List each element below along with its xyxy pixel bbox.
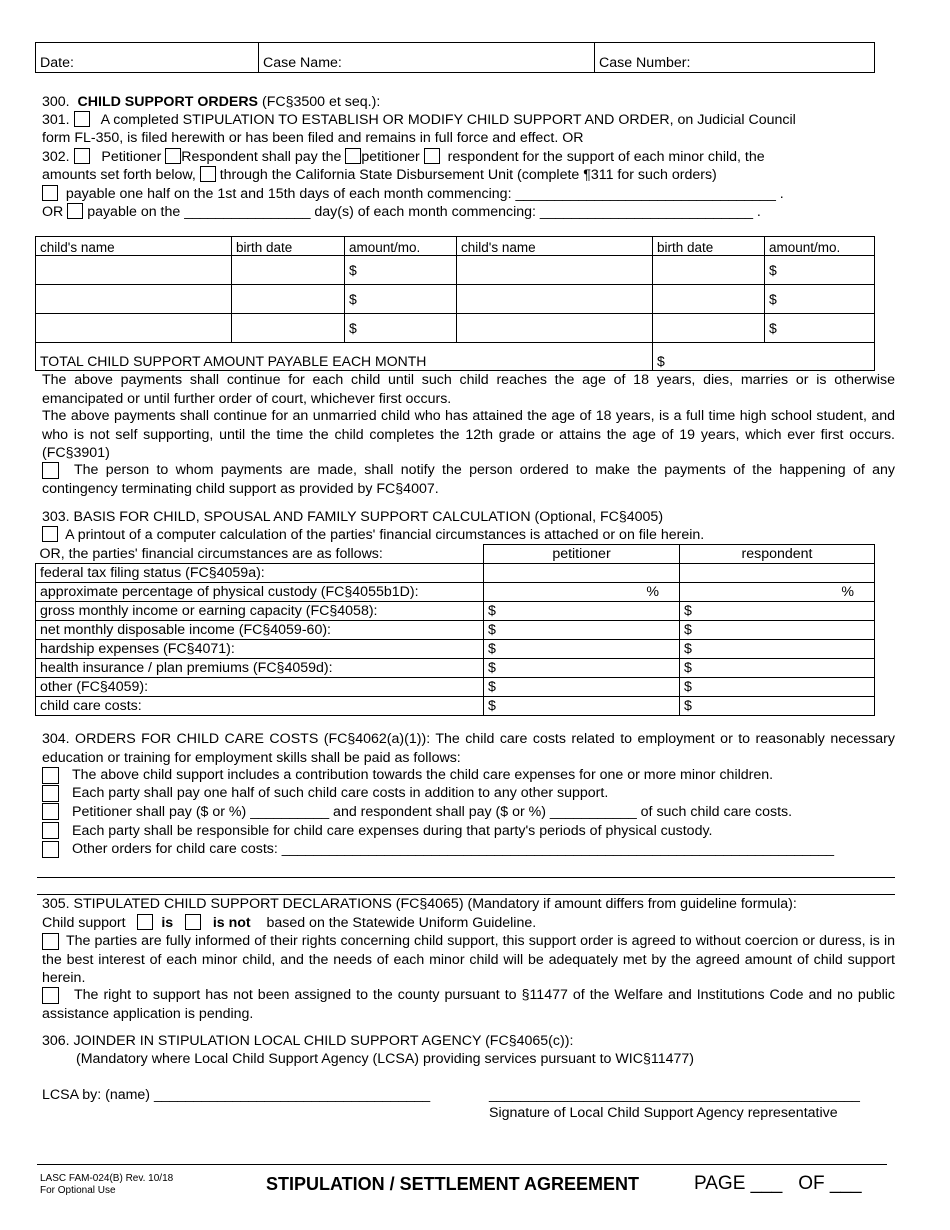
section-305-heading: 305. STIPULATED CHILD SUPPORT DECLARATIONS (FC§4065) (Mandatory if amount differs from guideline formula):	[42, 896, 797, 912]
row-label: federal tax filing status (FC§4059a):	[36, 564, 484, 583]
respondent-value-input[interactable]: $	[680, 697, 875, 716]
checkbox-302-respondent-payee[interactable]	[424, 148, 440, 164]
section-303-heading: 303. BASIS FOR CHILD, SPOUSAL AND FAMILY SUPPORT CALCULATION (Optional, FC§4005)	[42, 509, 664, 525]
table-row	[36, 621, 875, 640]
row-label: child care costs:	[36, 697, 484, 716]
col-petitioner: petitioner	[484, 545, 680, 564]
section-306-subheading: (Mandatory where Local Child Support Agency (LCSA) providing services pursuant to WIC§11477)	[76, 1051, 694, 1067]
amount-input[interactable]: $	[765, 256, 875, 285]
item-302-line4: OR payable on the ________________ day(s) of each month commencing: ___________________________ .	[42, 204, 761, 220]
table-row	[36, 602, 875, 621]
petitioner-value-input[interactable]: $	[484, 659, 680, 678]
child-name-input[interactable]	[36, 285, 232, 314]
section-303-printout: A printout of a computer calculation of the parties' financial circumstances is attached or on file herein.	[42, 526, 895, 545]
checkbox-304-included[interactable]	[42, 767, 59, 784]
financial-or-label: OR, the parties' financial circumstances are as follows:	[36, 545, 484, 564]
continuation-paragraph-3: The person to whom payments are made, shall notify the person ordered to make the payments of the happening of any contingency terminating child support as provided by FC§4007.	[42, 462, 895, 497]
table-row	[36, 697, 875, 716]
optional-use-note: For Optional Use	[40, 1185, 116, 1196]
amount-input[interactable]: $	[765, 285, 875, 314]
item-302-line1: 302. Petitioner Respondent shall pay the petitioner respondent for the support of each minor child, the	[42, 149, 765, 165]
checkbox-304-other[interactable]	[42, 841, 59, 858]
child-name-input[interactable]	[36, 256, 232, 285]
total-label: TOTAL CHILD SUPPORT AMOUNT PAYABLE EACH MONTH	[36, 343, 653, 371]
section-305-paragraph-2: The right to support has not been assigned to the county pursuant to §11477 of the Welfare and Institutions Code and no public assistance application is pending.	[42, 987, 895, 1022]
section-306-heading: 306. JOINDER IN STIPULATION LOCAL CHILD SUPPORT AGENCY (FC§4065(c)):	[42, 1033, 574, 1049]
respondent-value-input[interactable]: $	[680, 602, 875, 621]
item-304-4: Each party shall be responsible for child care expenses during that party's periods of physical custody.	[72, 823, 713, 839]
checkbox-304-half[interactable]	[42, 785, 59, 802]
child-name-input[interactable]	[457, 285, 653, 314]
page-of-field: PAGE ___ OF ___	[694, 1173, 862, 1194]
checkbox-305-is[interactable]	[137, 914, 153, 930]
lcsa-signature-caption: Signature of Local Child Support Agency representative	[489, 1105, 838, 1121]
petitioner-value-input[interactable]: %	[484, 583, 680, 602]
item-304-2: Each party shall pay one half of such child care costs in addition to any other support.	[72, 785, 609, 801]
item-304-5: Other orders for child care costs: ______________________________________________________________________	[72, 841, 835, 857]
table-row	[36, 314, 875, 343]
section-305-paragraph-1: The parties are fully informed of their rights concerning child support, this support order is agreed to without coercion or duress, is in the best interest of each minor child, and the needs of each minor child will be adequately met by the agreed amount of child support herein.	[42, 933, 895, 986]
row-label: approximate percentage of physical custody (FC§4055b1D):	[36, 583, 484, 602]
birth-date-input[interactable]	[653, 256, 765, 285]
col-amount-2: amount/mo.	[765, 237, 875, 256]
case-number-label: Case Number:	[599, 55, 691, 71]
checkbox-303-printout[interactable]	[42, 526, 58, 542]
petitioner-value-input[interactable]: $	[484, 697, 680, 716]
item-301-line1: 301. A completed STIPULATION TO ESTABLISH OR MODIFY CHILD SUPPORT AND ORDER, on Judicial Council	[42, 112, 796, 128]
birth-date-input[interactable]	[653, 285, 765, 314]
checkbox-302-respondent[interactable]	[165, 148, 181, 164]
col-childs-name-1: child's name	[36, 237, 232, 256]
checkbox-302[interactable]	[74, 148, 90, 164]
amount-input[interactable]: $	[345, 314, 457, 343]
financial-circumstances-table	[35, 544, 875, 716]
item-304-1: The above child support includes a contribution towards the child care expenses for one or more minor children.	[72, 767, 774, 783]
child-name-input[interactable]	[457, 314, 653, 343]
row-label: other (FC§4059):	[36, 678, 484, 697]
birth-date-input[interactable]	[232, 285, 345, 314]
col-birth-date-2: birth date	[653, 237, 765, 256]
item-301-line2: form FL-350, is filed herewith or has been filed and remains in full force and effect. OR	[42, 130, 584, 146]
item-304-3: Petitioner shall pay ($ or %) __________ and respondent shall pay ($ or %) ___________ of such child care costs.	[72, 804, 793, 820]
checkbox-301[interactable]	[74, 111, 90, 127]
section-304-heading: 304. ORDERS FOR CHILD CARE COSTS (FC§4062(a)(1)): The child care costs related to employment or to reasonably necessary education or training for employment skills shall be paid as follows:	[42, 731, 895, 766]
respondent-value-input[interactable]: $	[680, 659, 875, 678]
checkbox-302-petitioner-payee[interactable]	[345, 148, 361, 164]
checkbox-304-custody[interactable]	[42, 822, 59, 839]
birth-date-input[interactable]	[653, 314, 765, 343]
children-support-table	[35, 236, 875, 371]
item-302-line3: payable one half on the 1st and 15th days of each month commencing: _________________________________ .	[42, 185, 895, 204]
respondent-value-input[interactable]: $	[680, 678, 875, 697]
total-row	[36, 343, 875, 371]
respondent-value-input[interactable]	[680, 564, 875, 583]
footer-divider	[37, 1164, 887, 1165]
section-300-heading: 300. CHILD SUPPORT ORDERS (FC§3500 et seq.):	[42, 94, 381, 110]
col-amount-1: amount/mo.	[345, 237, 457, 256]
case-header-table	[35, 42, 875, 73]
continuation-paragraph-1: The above payments shall continue for each child until such child reaches the age of 18 years, dies, marries or is otherwise emancipated or until further order of court, whichever first occurs.	[42, 372, 895, 407]
col-respondent: respondent	[680, 545, 875, 564]
birth-date-input[interactable]	[232, 314, 345, 343]
petitioner-value-input[interactable]: $	[484, 678, 680, 697]
petitioner-value-input[interactable]: $	[484, 640, 680, 659]
date-label: Date:	[40, 55, 74, 71]
table-row	[36, 285, 875, 314]
form-id: LASC FAM-024(B) Rev. 10/18	[40, 1173, 174, 1184]
amount-input[interactable]: $	[345, 285, 457, 314]
petitioner-value-input[interactable]: $	[484, 621, 680, 640]
child-name-input[interactable]	[457, 256, 653, 285]
continuation-paragraph-2: The above payments shall continue for an unmarried child who has attained the age of 18 years, is a full time high school student, and who is not self supporting, until the time the child completes the 12th grade or attains the age of 19 years, which ever first occurs. (FC§3901)	[42, 408, 895, 461]
lcsa-name-field[interactable]: LCSA by: (name) ___________________________________	[42, 1087, 431, 1103]
table-row	[36, 640, 875, 659]
checkbox-302-disbursement-unit[interactable]	[200, 166, 216, 182]
checkbox-304-split[interactable]	[42, 803, 59, 820]
lcsa-signature-line[interactable]: _______________________________________________	[489, 1087, 860, 1103]
child-name-input[interactable]	[36, 314, 232, 343]
petitioner-value-input[interactable]: $	[484, 602, 680, 621]
birth-date-input[interactable]	[232, 256, 345, 285]
respondent-value-input[interactable]: %	[680, 583, 875, 602]
table-row	[36, 583, 875, 602]
table-row	[36, 564, 875, 583]
table-row	[36, 659, 875, 678]
row-label: health insurance / plan premiums (FC§4059d):	[36, 659, 484, 678]
amount-input[interactable]: $	[765, 314, 875, 343]
row-label: hardship expenses (FC§4071):	[36, 640, 484, 659]
total-amount-input[interactable]: $	[653, 343, 875, 371]
row-label: net monthly disposable income (FC§4059-60):	[36, 621, 484, 640]
form-title: STIPULATION / SETTLEMENT AGREEMENT	[266, 1174, 639, 1194]
checkbox-302-payable-on[interactable]	[67, 203, 83, 219]
petitioner-value-input[interactable]	[484, 564, 680, 583]
checkbox-302-half-payments[interactable]	[42, 185, 58, 201]
col-birth-date-1: birth date	[232, 237, 345, 256]
amount-input[interactable]: $	[345, 256, 457, 285]
case-name-label: Case Name:	[263, 55, 342, 71]
table-row	[36, 256, 875, 285]
respondent-value-input[interactable]: $	[680, 621, 875, 640]
checkbox-305-is-not[interactable]	[185, 914, 201, 930]
table-row	[36, 678, 875, 697]
col-childs-name-2: child's name	[457, 237, 653, 256]
item-302-line2: amounts set forth below, through the California State Disbursement Unit (complete ¶311 for such orders)	[42, 167, 717, 183]
divider	[37, 877, 895, 878]
row-label: gross monthly income or earning capacity (FC§4058):	[36, 602, 484, 621]
child-support-guideline-line: Child support is is not based on the Statewide Uniform Guideline.	[42, 915, 537, 931]
respondent-value-input[interactable]: $	[680, 640, 875, 659]
